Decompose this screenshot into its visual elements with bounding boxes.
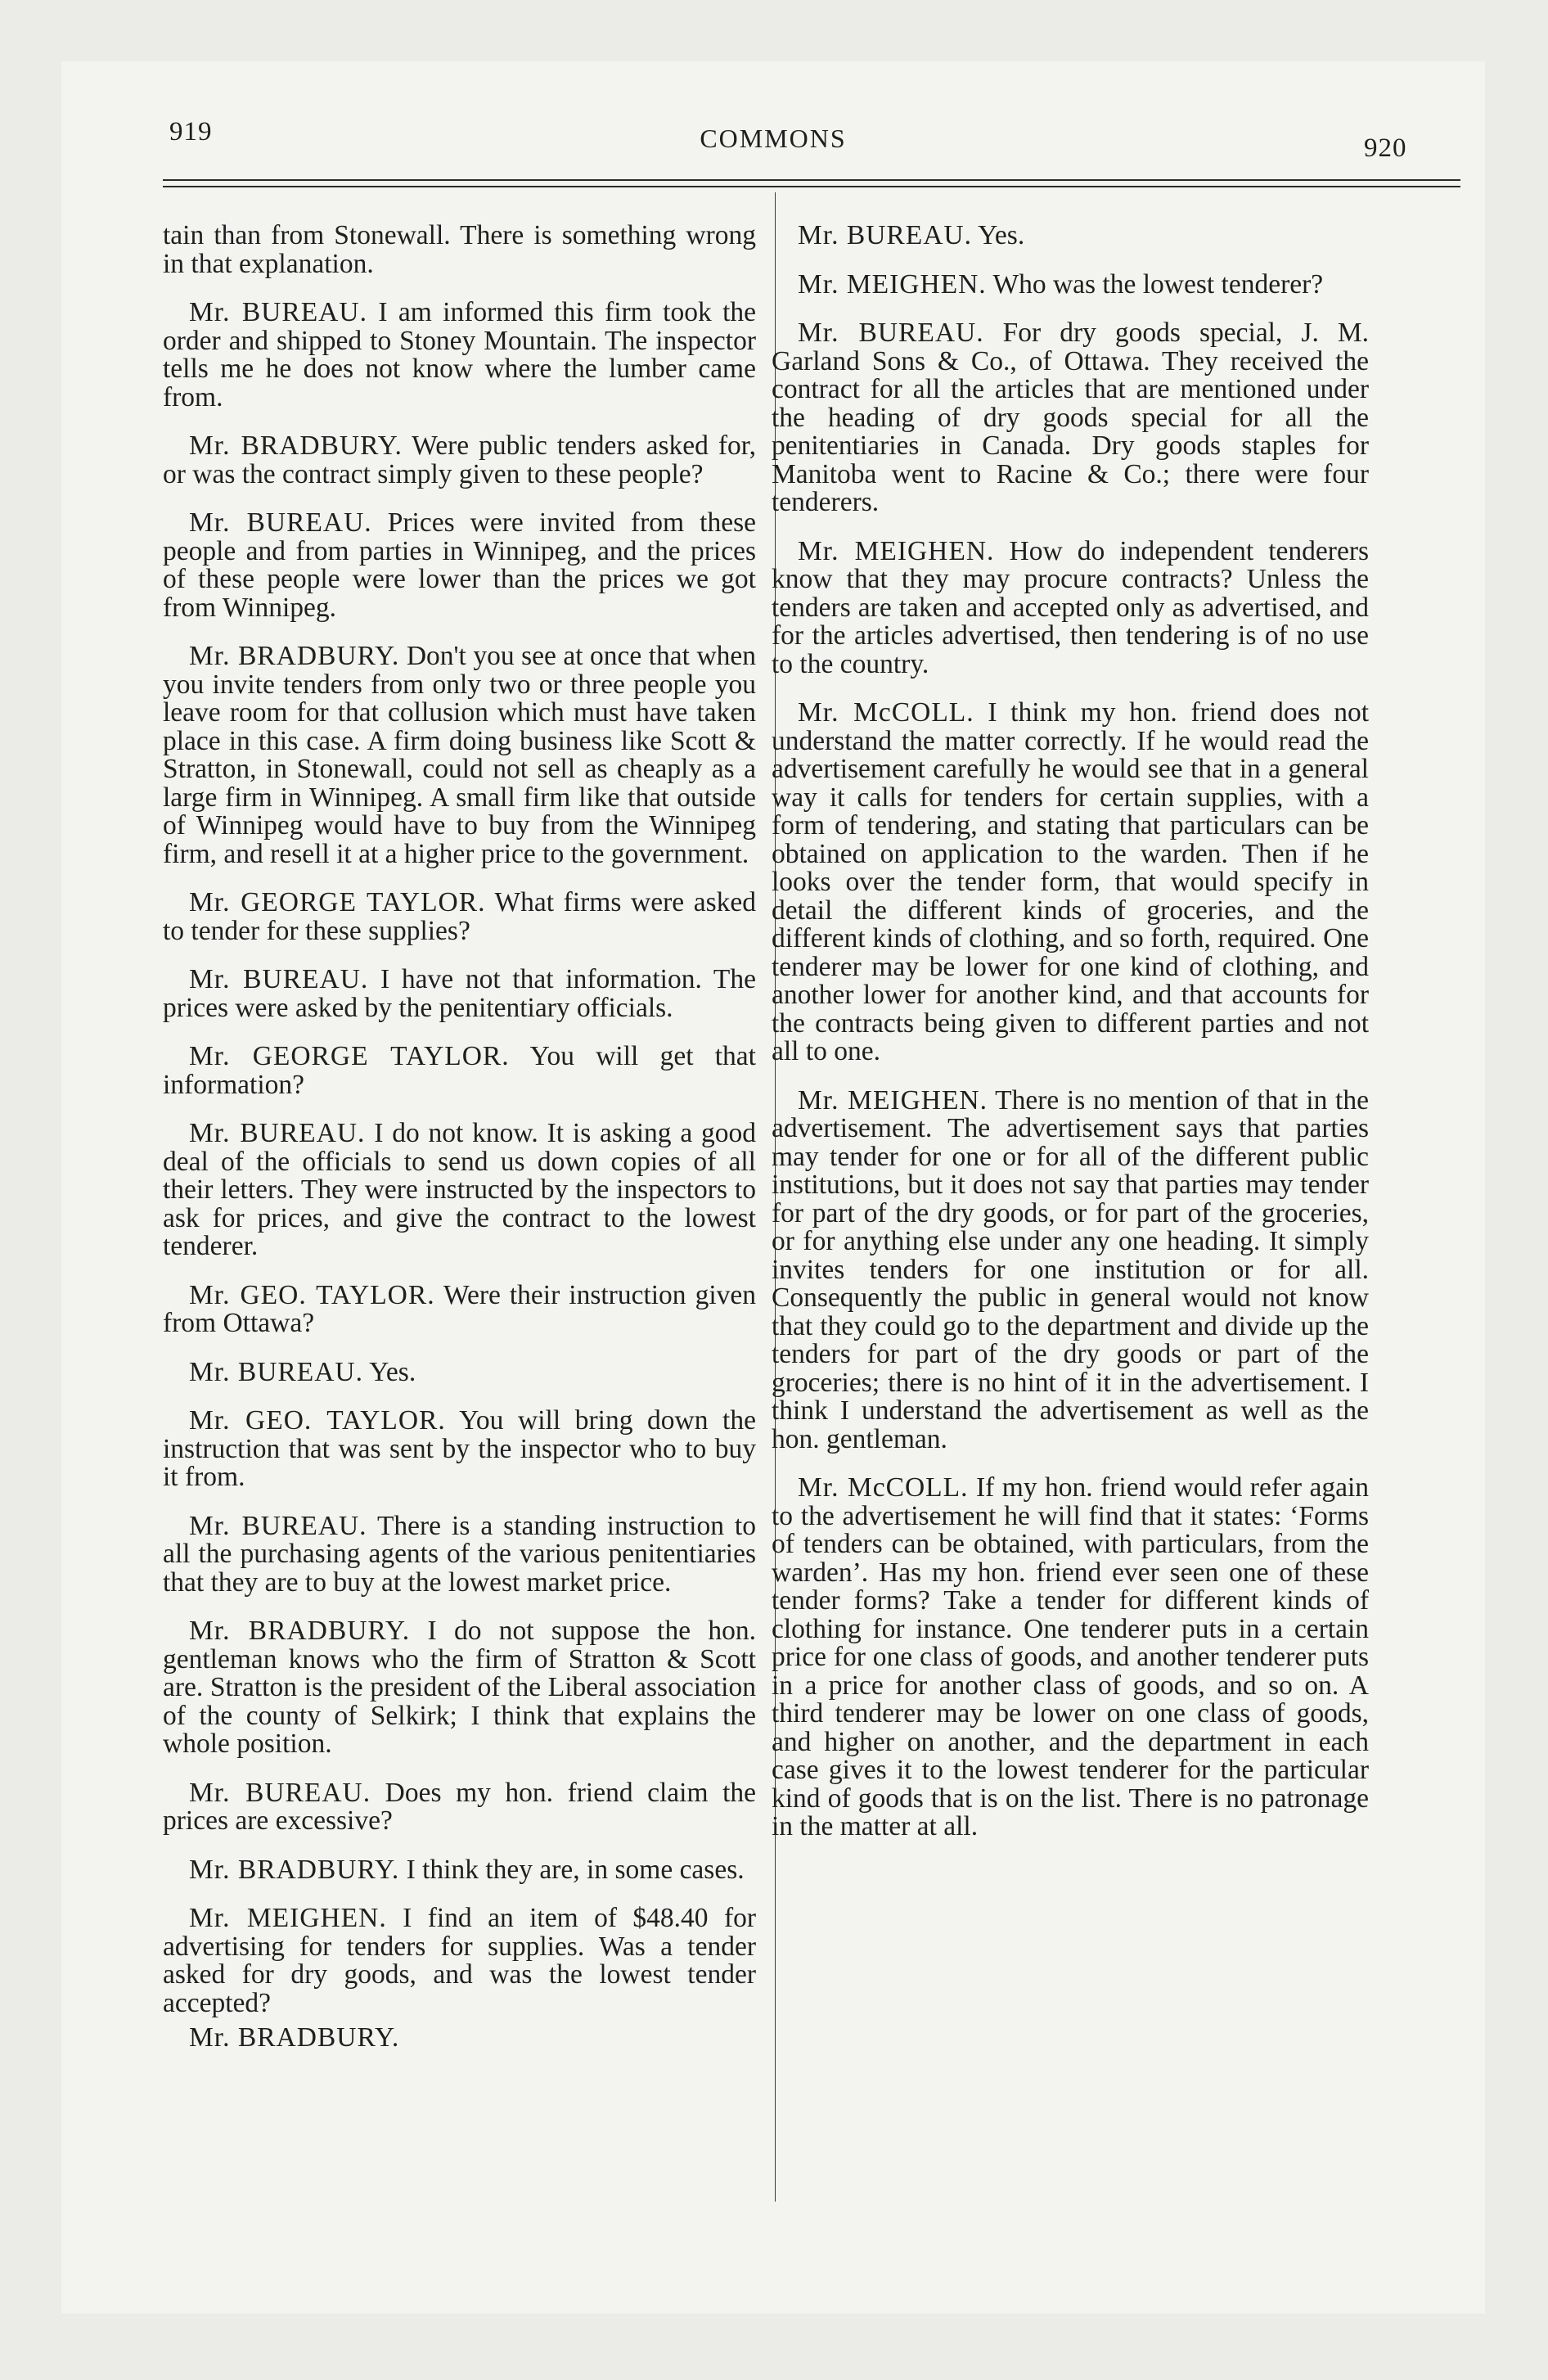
speaker-name: Mr. BUREAU. (798, 220, 972, 250)
speaker-name: Mr. BRADBURY. (189, 1854, 400, 1885)
paragraph (163, 1356, 756, 1387)
paragraph-text: Were public tenders asked for, or was the contract simply given to these people? (163, 430, 756, 489)
paragraph (772, 222, 1369, 250)
paragraph (772, 1084, 1369, 1454)
speaker-name: Mr. MEIGHEN. (798, 1084, 988, 1116)
paragraph (163, 1043, 756, 1099)
header-rule-top (163, 179, 1460, 181)
paragraph-text: There is no mention of that in the advertisement. The advertisement says that parties may tender for one or for all of the different public institutions, but it does not say that parties may tender for part of the dry goods, or for part of the groceries, or for anything else under any one heading. It simply invites tenders for one institution or for all. Consequently the public in general would not know that they could go to the department and divide up the tenders for part of the dry goods or part of the groceries; there is no hint of it in the advertisement. I think I understand the advertisement as well as the hon. gentleman. (772, 1084, 1369, 1454)
paragraph (163, 889, 756, 945)
paragraph (163, 1407, 756, 1492)
paragraph (772, 535, 1370, 679)
speaker-name: Mr. GEO. TAYLOR. (189, 1279, 435, 1310)
speaker-name: Mr. McCOLL. (798, 697, 974, 728)
paragraph-text: tain than from Stonewall. There is something wrong in that explanation. (163, 220, 756, 279)
speaker-name: Mr. GEORGE TAYLOR. (189, 1041, 510, 1071)
paragraph-text: I do not suppose the hon. gentleman knows who the firm of Stratton & Scott are. Stratton is the president of the Liberal association of the county of Selkirk; I think that explains the whole position. (163, 1616, 756, 1759)
paragraph-text: You will get that information? (163, 1041, 756, 1100)
paragraph (163, 1617, 756, 1759)
paragraph-text: How do independent tenderers know that they may procure contracts? Unless the tenders are taken and accepted only as advertised, and for the articles advertised, then tendering is of no use to the country. (772, 535, 1370, 679)
left-page-number: 919 (169, 117, 213, 146)
paragraph-text: Don't you see at once that when you invite tenders from only two or three people you leave room for that collusion which must have taken place in this case. A firm doing business like Scott & Stratton, in Stonewall, could not sell as cheaply as a large firm in Winnipeg. A small firm like that outside of Winnipeg would have to buy from the Winnipeg firm, and resell it at a higher price to the government. (163, 641, 757, 869)
paragraph-text: Were their instruction given from Ottawa? (163, 1279, 756, 1338)
right-page-number: 920 (1364, 133, 1407, 163)
paragraph (163, 1279, 756, 1338)
speaker-name: Mr. McCOLL. (798, 1472, 969, 1503)
left-column (163, 222, 756, 2073)
paragraph (163, 299, 756, 412)
paragraph-text: I think my hon. friend does not understand the matter correctly. If he would read the advertisement carefully he would see that in a general way it calls for tenders for certain supplies, with a form of tendering, and stating that particulars can be obtained on application to the warden. Then if he looks over the tender form, that would specify in detail the different kinds of groceries, and the different kinds of clothing, and so forth, required. One tenderer may be lower for one kind of clothing, and another lower for another kind, and that accounts for the contracts being given to different parties and not all to one. (772, 697, 1369, 1066)
paragraph (163, 1904, 756, 2017)
speaker-name: Mr. BUREAU. (798, 318, 984, 348)
speaker-name: Mr. GEO. TAYLOR. (189, 1405, 446, 1436)
paragraph-text: I do not know. It is asking a good deal of the officials to send us down copies of all their letters. They were instructed by the inspectors to ask for prices, and give the contract to the lowest tenderer. (163, 1118, 757, 1261)
paragraph-text: Yes. (978, 220, 1025, 250)
running-head: COMMONS (700, 124, 847, 153)
paragraph-text: For dry goods special, J. M. Garland Sons & Co., of Ottawa. They received the contract for all the articles that are mentioned under the heading of dry goods special for all the penitentiaries in Canada. Dry goods staples for Manitoba went to Racine & Co.; there were four tenderers. (772, 318, 1370, 517)
speaker-name: Mr. BUREAU. (189, 297, 367, 327)
speaker-name: Mr. MEIGHEN. (798, 268, 987, 300)
paragraph (163, 966, 756, 1022)
speaker-name: Mr. BRADBURY. (189, 2022, 400, 2053)
paragraph (772, 319, 1369, 517)
paragraph-text: I find an item of $48.40 for advertising for tenders for supplies. Was a tender asked for dry goods, and was the lowest tender accepted? (163, 1903, 757, 2018)
hansard-page (61, 61, 1485, 2314)
speaker-name: Mr. GEORGE TAYLOR. (189, 887, 486, 917)
paragraph-text: Yes. (369, 1356, 416, 1387)
paragraph (772, 1474, 1369, 1841)
speaker-name: Mr. BUREAU. (189, 1777, 371, 1808)
speaker-name: Mr. MEIGHEN. (189, 1903, 387, 1933)
paragraph-text: Does my hon. friend claim the prices are excessive? (163, 1777, 756, 1836)
paragraph (163, 1856, 756, 1885)
speaker-name: Mr. BRADBURY. (189, 641, 400, 671)
paragraph-text: You will bring down the instruction that was sent by the inspector who to buy it from. (163, 1405, 756, 1492)
paragraph-text: There is a standing instruction to all the purchasing agents of the various penitentiaries that they are to buy at the lowest market price. (163, 1510, 756, 1598)
speaker-name: Mr. BRADBURY. (189, 1616, 411, 1646)
speaker-name: Mr. BUREAU. (189, 1356, 363, 1387)
paragraph (163, 1512, 756, 1598)
paragraph (163, 222, 756, 278)
paragraph (772, 699, 1369, 1066)
paragraph (163, 1120, 756, 1261)
speaker-name: Mr. BUREAU. (189, 507, 372, 538)
paragraph-text: Prices were invited from these people and from parties in Winnipeg, and the prices of these people were lower than the prices we got from Winnipeg. (163, 507, 756, 623)
paragraph-text: Who was the lowest tenderer? (992, 268, 1324, 300)
paragraph-text: If my hon. friend would refer again to the advertisement he will find that it states: ‘Forms of tenders can be obtained, with particulars, from the warden’. Has my hon. friend ever seen one of these tender forms? Take a tender for different kinds of clothing for instance. One tenderer puts in a certain price for one class of goods, and another tenderer puts in a price for another class of goods, and so on. A third tenderer may be lower on one class of goods, and higher on another, and the department in each case gives it to the lowest tenderer for the particular kind of goods that is on the list. There is no patronage in the matter at all. (772, 1472, 1370, 1841)
speaker-name: Mr. BUREAU. (189, 1118, 366, 1148)
paragraph-text: I think they are, in some cases. (406, 1854, 745, 1885)
paragraph-text: I am informed this firm took the order and shipped to Stoney Mountain. The inspector tells me he does not know where the lumber came from. (163, 297, 756, 412)
paragraph (163, 1779, 756, 1836)
paragraph-text: What firms were asked to tender for these supplies? (163, 887, 756, 946)
paragraph (163, 2024, 756, 2053)
paragraph (772, 268, 1369, 300)
speaker-name: Mr. BRADBURY. (189, 430, 403, 461)
paragraph-text: I have not that information. The prices were asked by the penitentiary officials. (163, 964, 757, 1023)
speaker-name: Mr. BUREAU. (189, 1510, 367, 1541)
right-column (772, 222, 1369, 1862)
paragraph (163, 509, 756, 622)
speaker-name: Mr. BUREAU. (189, 964, 369, 994)
paragraph (163, 432, 756, 489)
speaker-name: Mr. MEIGHEN. (798, 535, 995, 566)
header-rule-bottom (163, 186, 1460, 187)
paragraph (163, 642, 756, 868)
